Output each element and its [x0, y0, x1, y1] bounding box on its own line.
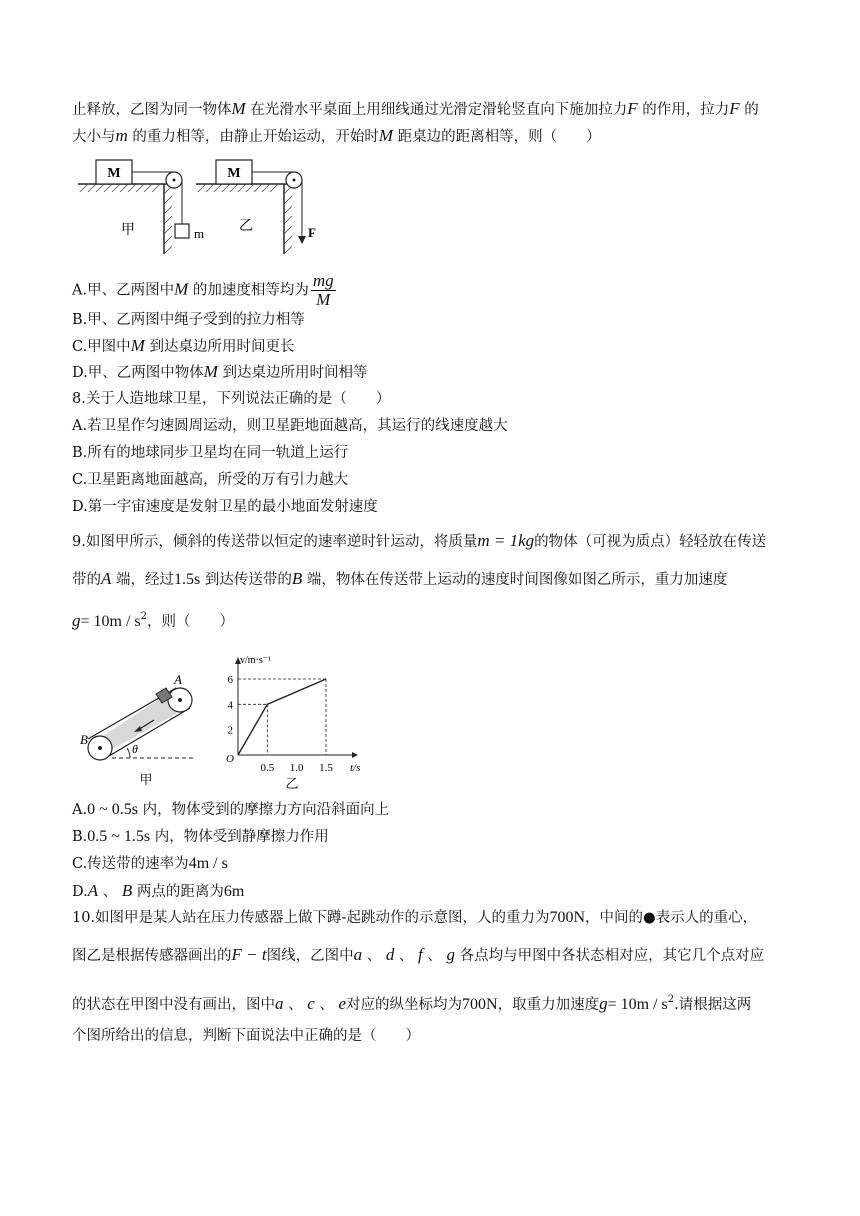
- fraction-mg-over-M: $\frac{mg}{M}$: [312, 271, 334, 309]
- q10-stem-line4: 个图所给出的信息，判断下面说法中正确的是（ ）: [72, 1028, 420, 1044]
- g-value: = 10m / s: [80, 613, 141, 630]
- label-yi: 乙: [285, 776, 299, 791]
- g-value: = 10m / s: [607, 996, 668, 1013]
- mass-expression: m = 1kg: [477, 531, 535, 550]
- symbol-M: M: [378, 126, 394, 145]
- symbol-A: A: [87, 881, 99, 900]
- symbol-B: B: [291, 569, 303, 588]
- block-label: M: [107, 166, 121, 181]
- q9-stem-line3: $g= 10m / s^2$，则（ ）: [72, 611, 235, 630]
- q8-stem: 8.关于人造地球卫星，下列说法正确的是（ ）: [72, 391, 391, 407]
- q8-option-c: C.卫星距离地面越高，所受的万有引力越大: [72, 472, 349, 488]
- q9-figure-conveyor: [76, 652, 206, 792]
- x-axis-label: t/s: [350, 762, 361, 774]
- symbol-g: g: [599, 994, 608, 1013]
- y-tick-label: 4: [227, 699, 233, 712]
- q9-stem-line2: 带的A 端，经过1.5s 到达传送带的B 端，物体在传送带上运动的速度时间图像如图乙所示，重力加速度: [72, 569, 728, 588]
- q9-stem-line1: 9.如图甲所示，倾斜的传送带以恒定的速率逆时针运动，将质量m = 1kg的物体（可视为质点）轻轻放在传送: [72, 531, 767, 550]
- label-jia: 甲: [139, 772, 153, 787]
- guide-lines: [238, 679, 326, 755]
- origin-label: O: [226, 753, 234, 765]
- symbol-B: B: [121, 881, 133, 900]
- q9-figure-vt-graph: [216, 652, 366, 792]
- symbol-M: M: [231, 99, 246, 118]
- ft-expression: F − t: [231, 945, 267, 964]
- time-value: 1.5s: [174, 571, 201, 588]
- series-line: [238, 679, 326, 755]
- symbol-M: M: [203, 362, 218, 381]
- label-theta: θ: [132, 742, 138, 756]
- q7-stem-line2: 大小与m 的重力相等，由静止开始运动，开始时M 距桌边的距离相等，则（ ）: [72, 126, 601, 145]
- y-tick-label: 6: [227, 674, 233, 686]
- distance-value: 6m: [223, 883, 245, 900]
- q7-option-b: B.甲、乙两图中绳子受到的拉力相等: [72, 312, 305, 328]
- label-jia: 甲: [121, 223, 135, 238]
- symbol-M: M: [174, 279, 189, 299]
- q8-option-b: B.所有的地球同步卫星均在同一轨道上运行: [72, 445, 349, 461]
- q8-option-d: D.第一宇宙速度是发射卫星的最小地面发射速度: [72, 499, 378, 515]
- q7-stem-line1: 止释放，乙图为同一物体M 在光滑水平桌面上用细线通过光滑定滑轮竖直向下施加拉力F 的作用，拉力F 的: [72, 99, 759, 118]
- q9-option-c: C.传送带的速率为4m / s: [72, 855, 228, 872]
- symbol-m: m: [115, 126, 128, 145]
- tick-labels: [228, 674, 334, 774]
- speed-value: 4m / s: [188, 855, 228, 872]
- symbol-F: F: [627, 99, 638, 118]
- symbol-M: M: [130, 336, 145, 355]
- label-B: B: [80, 732, 88, 747]
- block-label: M: [227, 166, 241, 181]
- q10-stem-line2: 图乙是根据传感器画出的F − t图线，乙图中a 、 d 、 f 、 g 各点均与甲图中各状态相对应，其它几个点对应: [72, 945, 765, 964]
- q10-stem-line1: 10.如图甲是某人站在压力传感器上做下蹲-起跳动作的示意图，人的重力为700N，中间的●表示人的重心，: [72, 909, 758, 926]
- q7-figure-yi: [196, 160, 316, 254]
- time-range: 0 ~ 0.5s: [87, 801, 138, 818]
- q7-option-a: A.甲、乙两图中M 的加速度相等均为 $\frac{mg}{M}$: [72, 271, 334, 309]
- y-tick-label: 2: [227, 724, 233, 737]
- x-tick-label: 0.5: [260, 762, 275, 774]
- q9-option-b: B.0.5 ~ 1.5s 内，物体受到静摩擦力作用: [72, 828, 329, 845]
- q7-figure: [70, 150, 330, 260]
- q9-option-d: D.A 、 B 两点的距离为6m: [72, 881, 245, 900]
- q7-figure-jia: [78, 160, 204, 254]
- q8-option-a: A.若卫星作匀速圆周运动，则卫星距地面越高，其运行的线速度越大: [72, 418, 508, 434]
- hanging-mass-label: m: [194, 226, 205, 241]
- label-A: A: [174, 672, 182, 687]
- x-tick-label: 1.0: [289, 762, 304, 774]
- symbol-g: g: [72, 611, 81, 630]
- label-yi: 乙: [239, 219, 253, 234]
- q9-option-a: A.0 ~ 0.5s 内，物体受到的摩擦力方向沿斜面向上: [72, 801, 390, 818]
- weight-value: 700N: [549, 909, 586, 926]
- q10-stem-line3: 的状态在甲图中没有画出，图中a 、 c 、 e对应的纵坐标均为700N，取重力加速度$g= 10m / s^2$.请根据这两: [72, 994, 752, 1013]
- q7-option-c: C.甲图中M 到达桌边所用时间更长: [72, 336, 295, 355]
- y-axis-label: v/m·s⁻¹: [240, 655, 272, 666]
- force-label: F: [308, 225, 316, 240]
- symbol-F: F: [729, 99, 740, 118]
- q7-option-d: D.甲、乙两图中物体M 到达桌边所用时间相等: [72, 362, 368, 381]
- time-range: 0.5 ~ 1.5s: [87, 828, 151, 845]
- weight-value: 700N: [462, 996, 498, 1013]
- x-tick-label: 1.5: [319, 762, 333, 774]
- symbol-A: A: [101, 569, 112, 588]
